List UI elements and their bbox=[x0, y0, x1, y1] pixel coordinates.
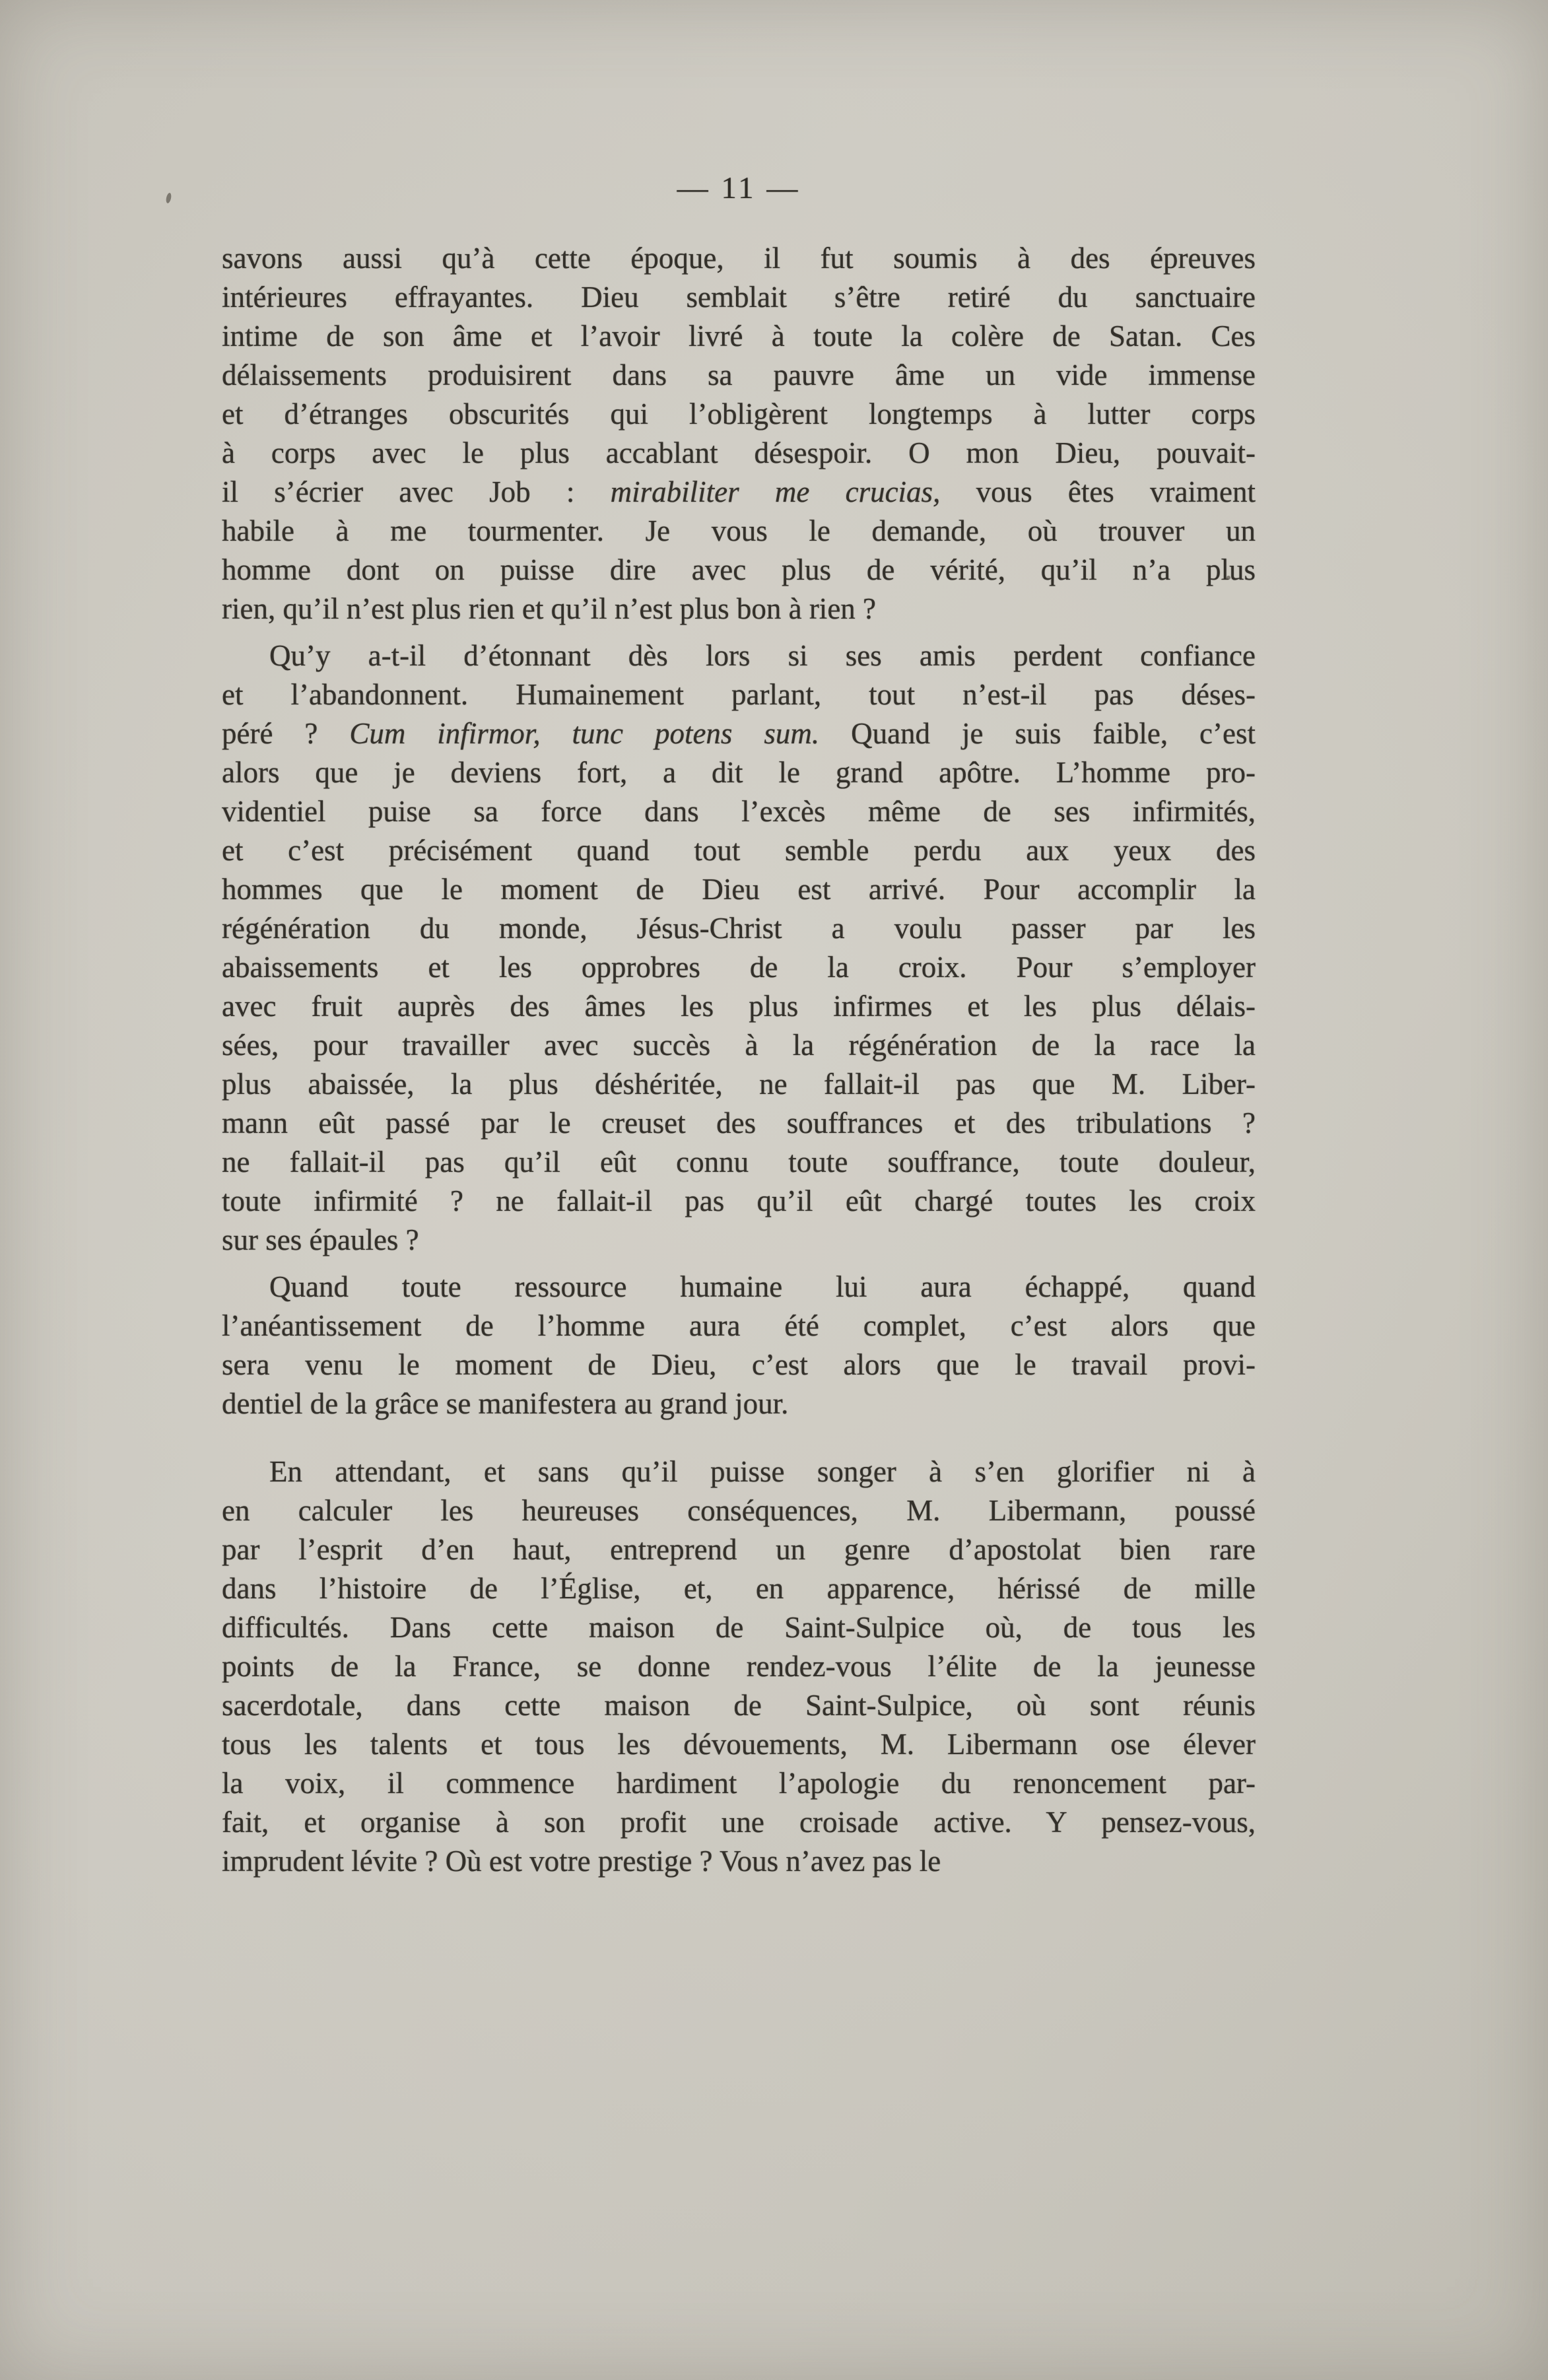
text-line: points de la France, se donne rendez-vous l’élite de la jeunesse bbox=[222, 1650, 1256, 1683]
text-line: sées, pour travailler avec succès à la régénération de la race la bbox=[222, 1029, 1256, 1062]
text-line: sacerdotale, dans cette maison de Saint-Sulpice, où sont réunis bbox=[222, 1689, 1256, 1722]
paragraph bbox=[222, 636, 1256, 1260]
paragraph bbox=[222, 1268, 1256, 1423]
text-line: difficultés. Dans cette maison de Saint-Sulpice où, de tous les bbox=[222, 1611, 1256, 1644]
text-line: et c’est précisément quand tout semble perdu aux yeux des bbox=[222, 834, 1256, 867]
page-number-header: — 11 — bbox=[677, 171, 801, 205]
paper-speck bbox=[165, 192, 172, 203]
text-line: intime de son âme et l’avoir livré à toute la colère de Satan. Ces bbox=[222, 320, 1256, 353]
text-line: rien, qu’il n’est plus rien et qu’il n’est plus bon à rien ? bbox=[222, 592, 877, 625]
text-line: tous les talents et tous les dévouements, M. Libermann ose élever bbox=[222, 1728, 1256, 1761]
text-line: péré ? Cum infirmor, tunc potens sum. Quand je suis faible, c’est bbox=[222, 717, 1256, 750]
text-line: ne fallait-il pas qu’il eût connu toute souffrance, toute douleur, bbox=[222, 1145, 1256, 1178]
text-line: intérieures effrayantes. Dieu semblait s’être retiré du sanctuaire bbox=[222, 281, 1256, 314]
text-line: régénération du monde, Jésus-Christ a voulu passer par les bbox=[222, 912, 1256, 945]
text-line: l’anéantissement de l’homme aura été complet, c’est alors que bbox=[222, 1309, 1256, 1342]
text-block bbox=[222, 239, 1256, 1881]
text-line: par l’esprit d’en haut, entreprend un genre d’apostolat bien rare bbox=[222, 1533, 1256, 1566]
text-line: Quand toute ressource humaine lui aura échappé, quand bbox=[269, 1270, 1256, 1303]
text-line: homme dont on puisse dire avec plus de vérité, qu’il n’a plus bbox=[222, 553, 1256, 586]
text-line: dans l’histoire de l’Église, et, en apparence, hérissé de mille bbox=[222, 1572, 1256, 1605]
text-line: En attendant, et sans qu’il puisse songer à s’en glorifier ni à bbox=[269, 1455, 1256, 1488]
text-line: Qu’y a-t-il d’étonnant dès lors si ses amis perdent confiance bbox=[269, 639, 1256, 672]
text-line: videntiel puise sa force dans l’excès même de ses infirmités, bbox=[222, 795, 1256, 828]
text-line: plus abaissée, la plus déshéritée, ne fallait-il pas que M. Liber- bbox=[222, 1068, 1256, 1101]
italic-phrase: mirabiliter me crucias, bbox=[610, 475, 941, 508]
text-line: sur ses épaules ? bbox=[222, 1223, 419, 1256]
text-line: mann eût passé par le creuset des souffrances et des tribulations ? bbox=[222, 1106, 1256, 1139]
text-line: sera venu le moment de Dieu, c’est alors que le travail provi- bbox=[222, 1348, 1256, 1381]
text-line: la voix, il commence hardiment l’apologie du renoncement par- bbox=[222, 1767, 1256, 1800]
paragraph bbox=[222, 239, 1256, 629]
text-line: fait, et organise à son profit une croisade active. Y pensez-vous, bbox=[222, 1806, 1256, 1839]
text-line: alors que je deviens fort, a dit le grand apôtre. L’homme pro- bbox=[222, 756, 1256, 789]
text-line: à corps avec le plus accablant désespoir. O mon Dieu, pouvait- bbox=[222, 436, 1256, 469]
text-line: dentiel de la grâce se manifestera au grand jour. bbox=[222, 1387, 789, 1420]
text-line: en calculer les heureuses conséquences, M. Libermann, poussé bbox=[222, 1494, 1256, 1527]
text-line: imprudent lévite ? Où est votre prestige ? Vous n’avez pas le bbox=[222, 1845, 941, 1878]
text-line: avec fruit auprès des âmes les plus infirmes et les plus délais- bbox=[222, 990, 1256, 1023]
text-line: délaissements produisirent dans sa pauvre âme un vide immense bbox=[222, 358, 1256, 391]
text-line: savons aussi qu’à cette époque, il fut soumis à des épreuves bbox=[222, 242, 1256, 275]
text-line: toute infirmité ? ne fallait-il pas qu’il eût chargé toutes les croix bbox=[222, 1184, 1256, 1217]
text-line: habile à me tourmenter. Je vous le demande, où trouver un bbox=[222, 514, 1256, 547]
text-line: et d’étranges obscurités qui l’obligèrent longtemps à lutter corps bbox=[222, 397, 1256, 430]
text-line: hommes que le moment de Dieu est arrivé. Pour accomplir la bbox=[222, 873, 1256, 906]
italic-phrase: Cum infirmor, tunc potens sum. bbox=[349, 717, 820, 750]
text-line: il s’écrier avec Job : mirabiliter me crucias, vous êtes vraiment bbox=[222, 475, 1256, 508]
text-line: abaissements et les opprobres de la croix. Pour s’employer bbox=[222, 951, 1256, 984]
text-line: et l’abandonnent. Humainement parlant, tout n’est-il pas déses- bbox=[222, 678, 1256, 711]
paragraph bbox=[222, 1452, 1256, 1881]
